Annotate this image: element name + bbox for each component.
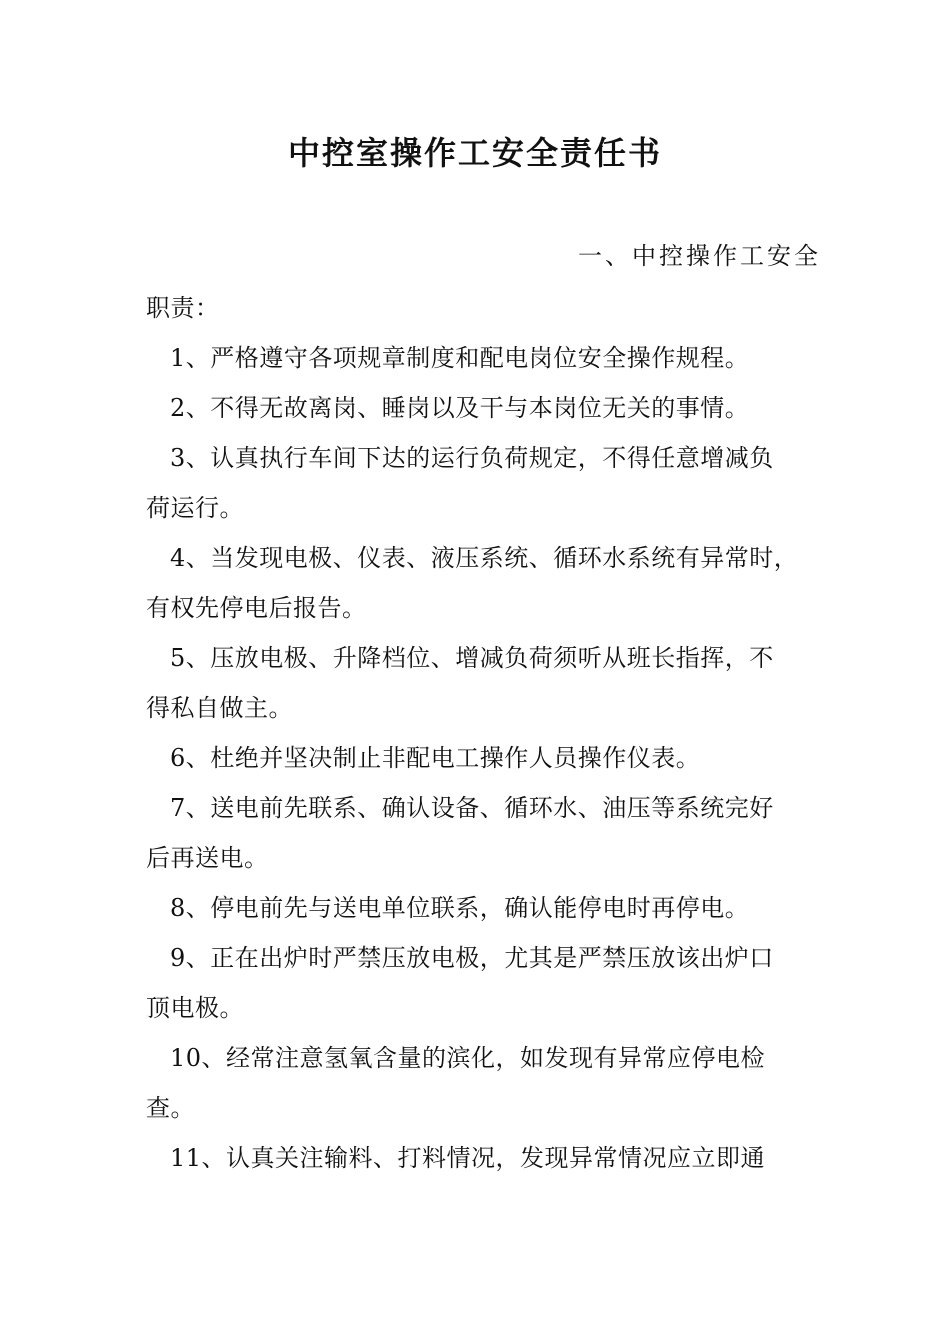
clause-5: 5、压放电极、升降档位、增减负荷须听从班长指挥，不: [170, 644, 774, 672]
section-heading: 一、中控操作工安全: [578, 242, 821, 270]
clause-3: 3、认真执行车间下达的运行负荷规定，不得任意增减负: [170, 444, 774, 472]
clause-10-continued: 查。: [146, 1094, 195, 1122]
clause-11: 11、认真关注输料、打料情况，发现异常情况应立即通: [170, 1144, 766, 1172]
clause-3-continued: 荷运行。: [146, 494, 244, 522]
document-title: 中控室操作工安全责任书: [287, 134, 662, 172]
clause-9: 9、正在出炉时严禁压放电极，尤其是严禁压放该出炉口: [170, 944, 774, 972]
clause-4-continued: 有权先停电后报告。: [146, 594, 367, 622]
clause-7: 7、送电前先联系、确认设备、循环水、油压等系统完好: [170, 794, 774, 822]
clause-2: 2、不得无故离岗、睡岗以及干与本岗位无关的事情。: [170, 394, 750, 422]
clause-8: 8、停电前先与送电单位联系，确认能停电时再停电。: [170, 894, 750, 922]
clause-6: 6、杜绝并坚决制止非配电工操作人员操作仪表。: [170, 744, 701, 772]
clause-7-continued: 后再送电。: [146, 844, 269, 872]
clause-5-continued: 得私自做主。: [146, 694, 293, 722]
section-heading-continued: 职责：: [146, 294, 220, 322]
clause-4: 4、当发现电极、仪表、液压系统、循环水系统有异常时，: [170, 544, 799, 572]
clause-1: 1、严格遵守各项规章制度和配电岗位安全操作规程。: [170, 344, 750, 372]
clause-9-continued: 顶电极。: [146, 994, 244, 1022]
clause-10: 10、经常注意氢氧含量的滨化，如发现有异常应停电检: [170, 1044, 766, 1072]
